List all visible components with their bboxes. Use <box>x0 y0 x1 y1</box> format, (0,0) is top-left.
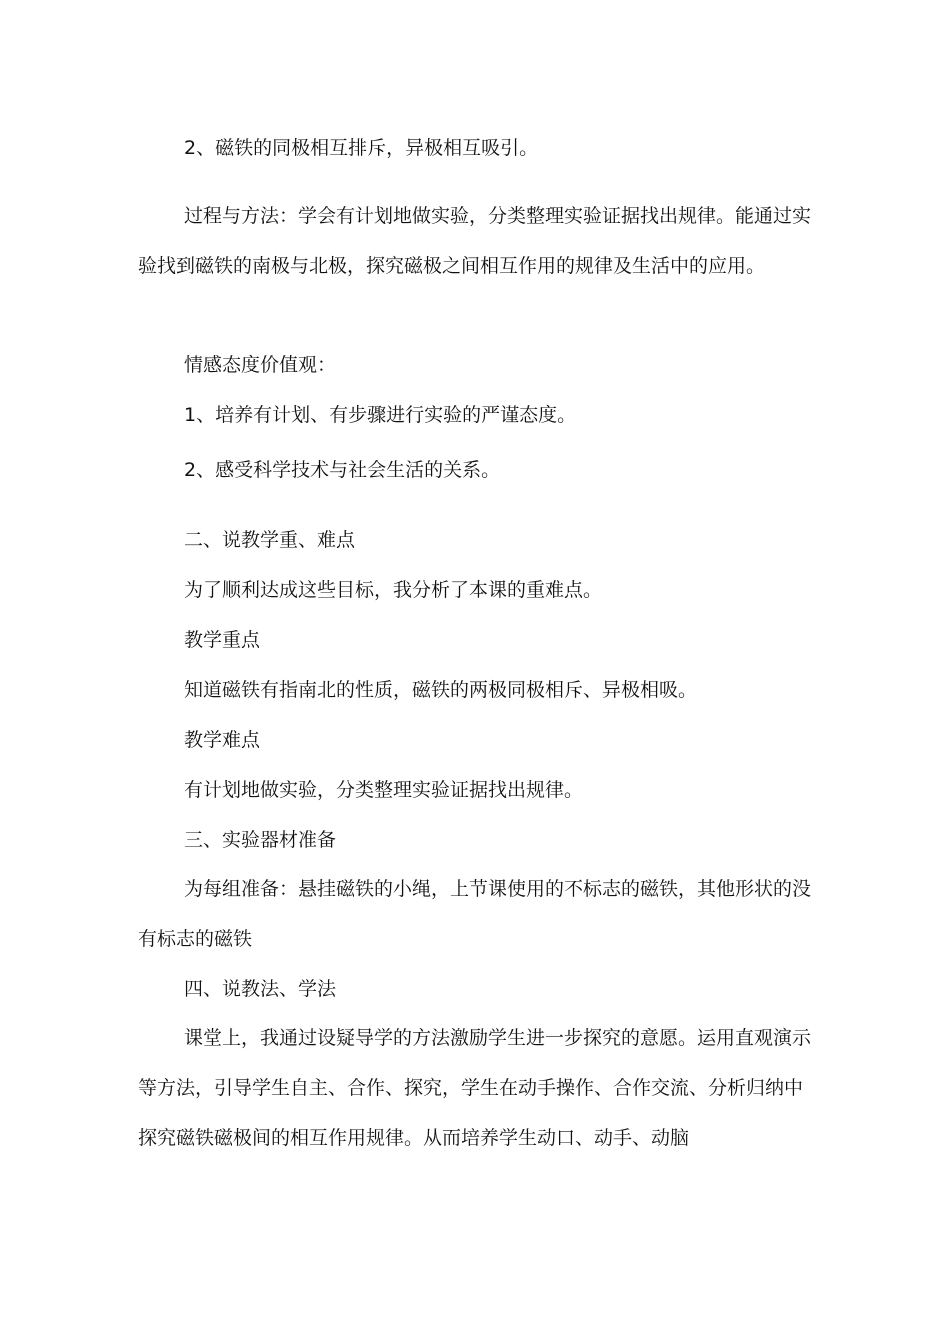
subheading-teaching-focus: 教学重点 <box>184 629 261 651</box>
section-heading-equipment: 三、实验器材准备 <box>184 829 337 851</box>
paragraph-equipment: 为每组准备：悬挂磁铁的小绳，上节课使用的不标志的磁铁，其他形状的没有标志的磁铁 <box>138 878 812 950</box>
subheading-teaching-difficulty: 教学难点 <box>184 729 261 751</box>
paragraph-key-points-intro: 为了顺利达成这些目标，我分析了本课的重难点。 <box>184 579 603 601</box>
paragraph-magnet-poles: 2、磁铁的同极相互排斥，异极相互吸引。 <box>184 137 539 159</box>
paragraph-process-method: 过程与方法：学会有计划地做实验，分类整理实验证据找出规律。能通过实验找到磁铁的南极与北极，探究磁极之间相互作用的规律及生活中的应用。 <box>138 205 812 277</box>
paragraph-emotion-values-heading: 情感态度价值观： <box>184 354 337 376</box>
paragraph-methods: 课堂上，我通过设疑导学的方法激励学生进一步探究的意愿。运用直观演示等方法，引导学生自主、合作、探究，学生在动手操作、合作交流、分析归纳中探究磁铁磁极间的相互作用规律。从而培养学生动口、动手、动脑 <box>138 1027 812 1149</box>
section-heading-key-points: 二、说教学重、难点 <box>184 529 356 551</box>
paragraph-attitude-2: 2、感受科学技术与社会生活的关系。 <box>184 459 501 481</box>
paragraph-teaching-difficulty: 有计划地做实验，分类整理实验证据找出规律。 <box>184 779 584 801</box>
paragraph-teaching-focus: 知道磁铁有指南北的性质，磁铁的两极同极相斥、异极相吸。 <box>184 679 698 701</box>
paragraph-attitude-1: 1、培养有计划、有步骤进行实验的严谨态度。 <box>184 404 577 426</box>
section-heading-methods: 四、说教法、学法 <box>184 978 337 1000</box>
